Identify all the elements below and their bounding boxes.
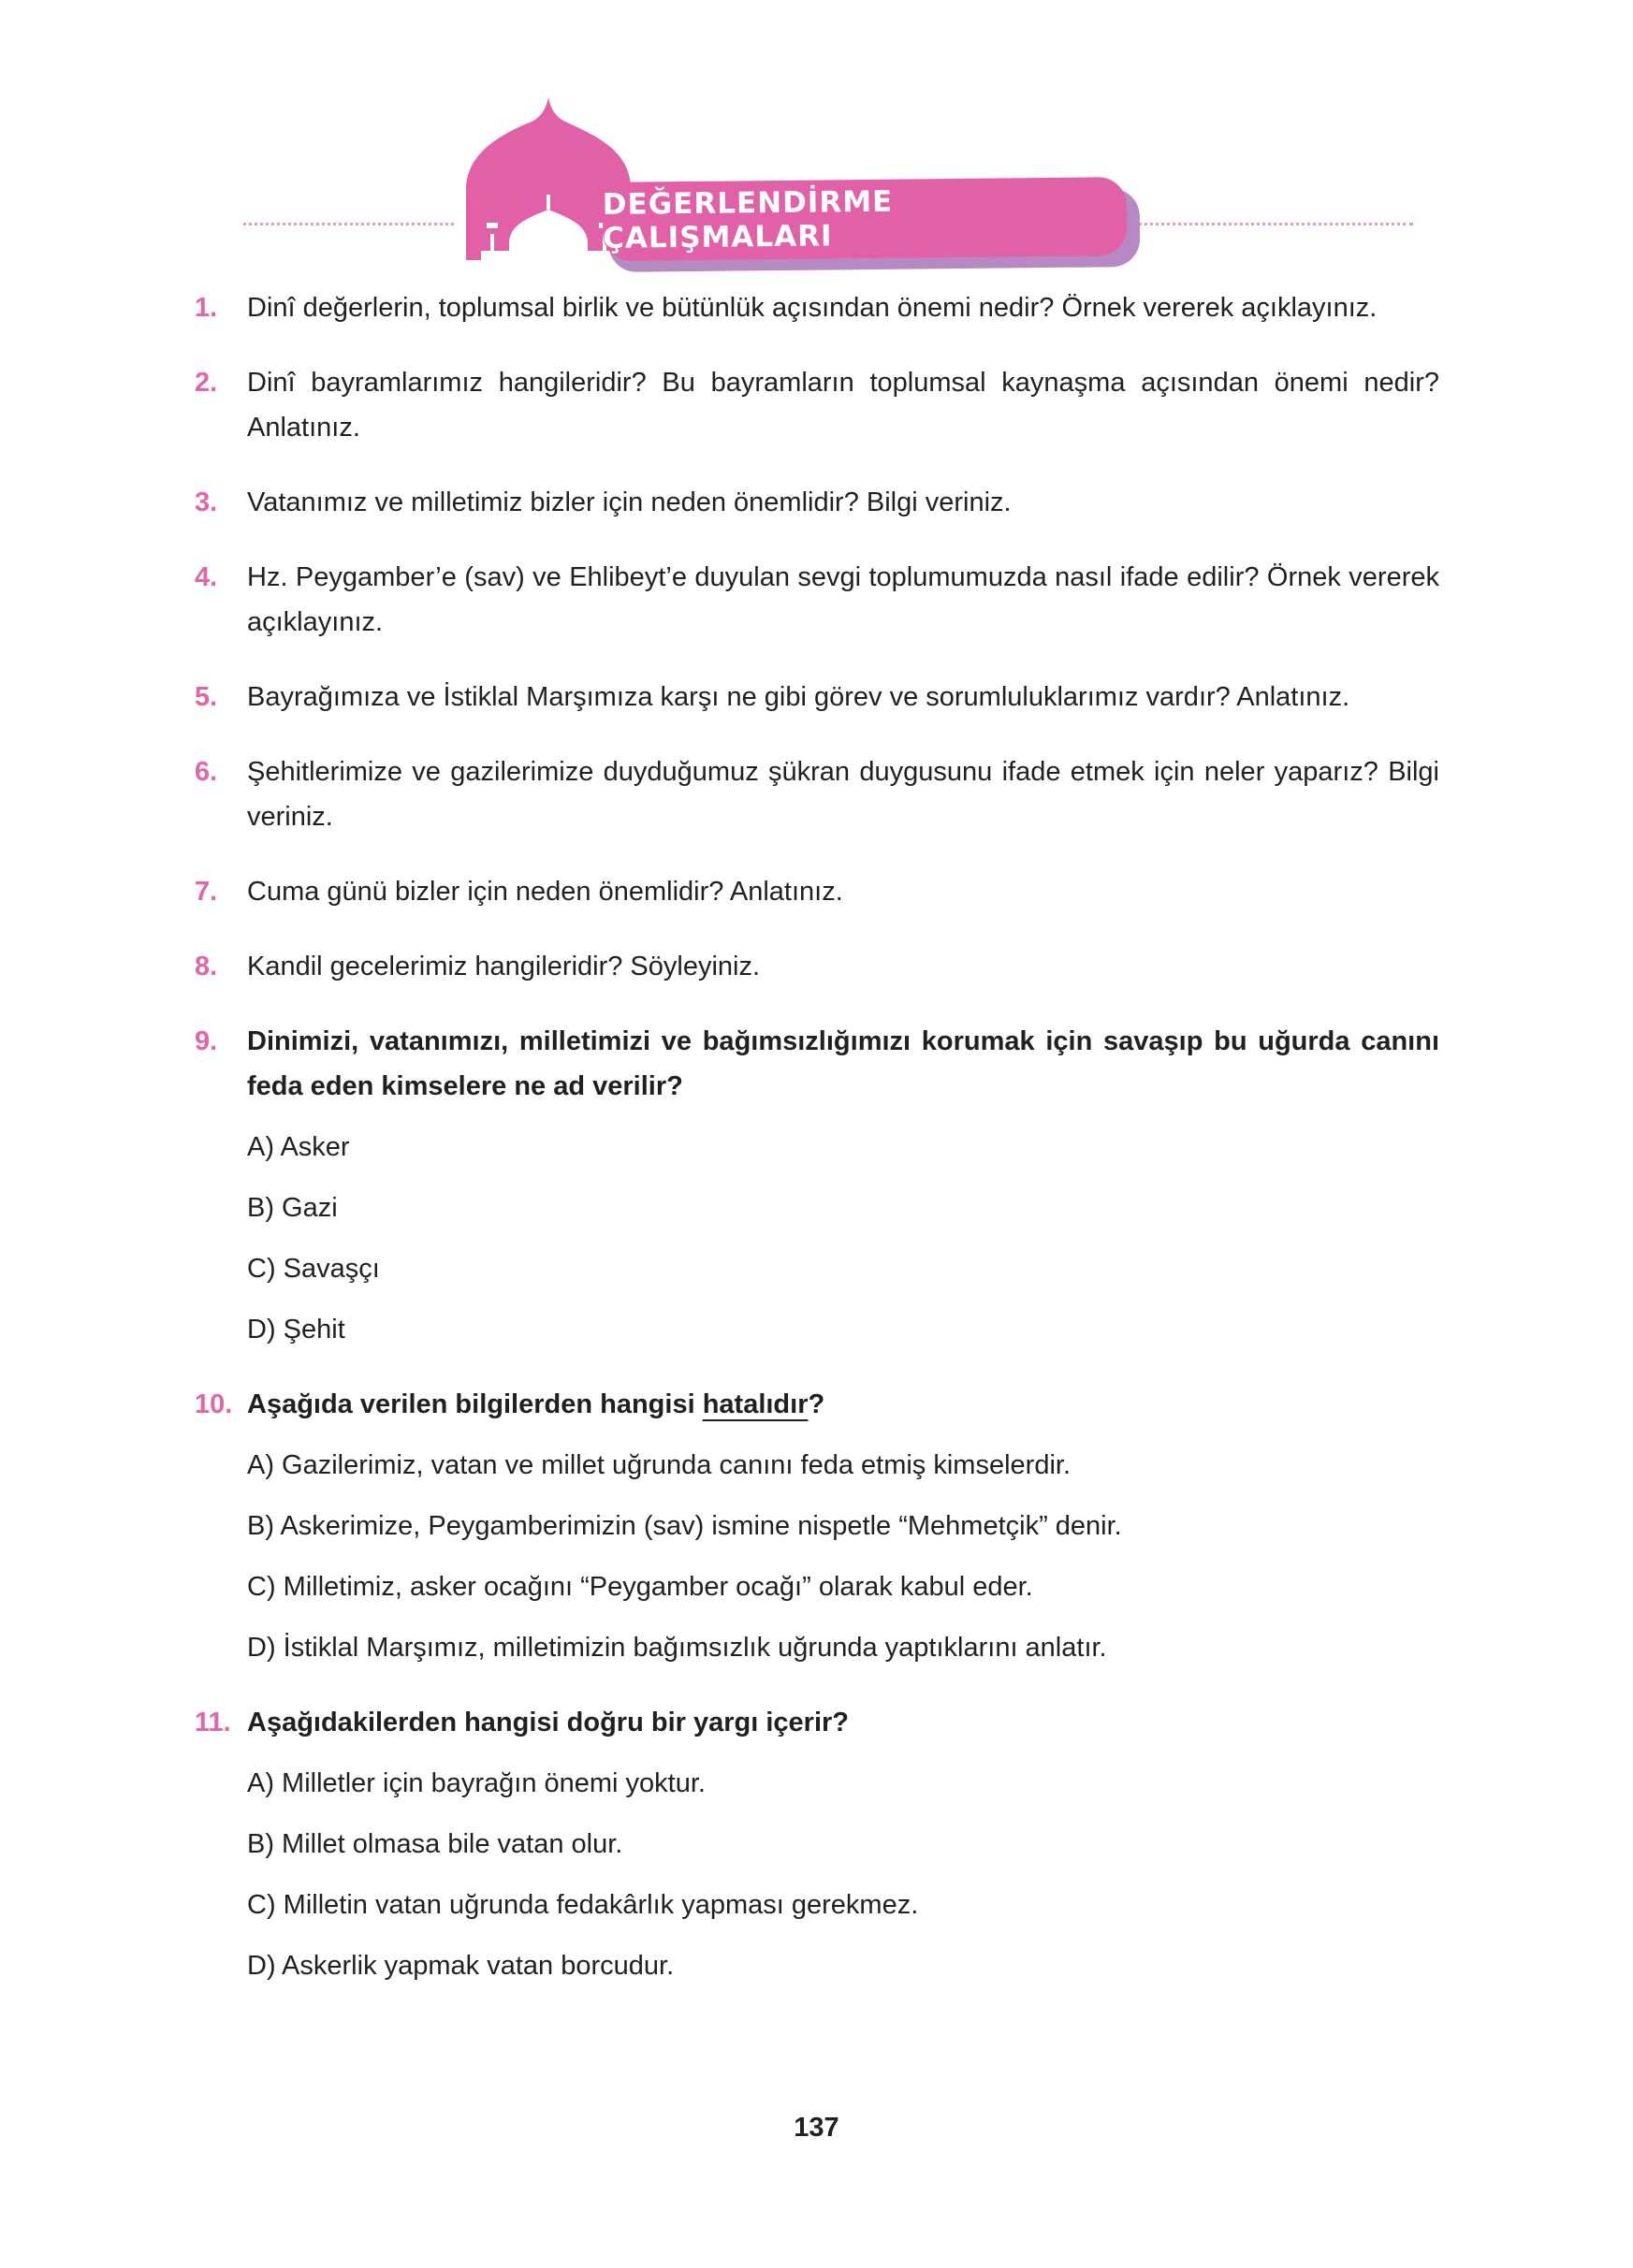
question-text: Cuma günü bizler için neden önemlidir? Anlatınız. xyxy=(247,877,843,907)
question-text xyxy=(247,1382,1439,1427)
question-text: Dinî değerlerin, toplumsal birlik ve bütünlük açısından önemi nedir? Örnek vererek açıklayınız. xyxy=(247,293,1378,323)
answer-option: B) Askerimize, Peygamberimizin (sav) ismine nispetle “Mehmetçik” denir. xyxy=(247,1511,1122,1541)
dotted-divider-right xyxy=(1132,223,1413,225)
question-number: 7. xyxy=(195,877,218,907)
answer-option: A) Gazilerimiz, vatan ve millet uğrunda canını feda etmiş kimselerdir. xyxy=(247,1450,1072,1480)
question-text-part: Aşağıda verilen bilgilerden hangisi xyxy=(247,1389,703,1419)
question-number: 1. xyxy=(195,293,218,323)
question-text: Kandil gecelerimiz hangileridir? Söyleyiniz. xyxy=(247,952,761,981)
answer-option: A) Milletler için bayrağın önemi yoktur. xyxy=(247,1768,706,1798)
answer-option: D) Askerlik yapmak vatan borcudur. xyxy=(247,1951,675,1981)
question-item xyxy=(195,1019,1439,1352)
question-number: 8. xyxy=(195,952,218,981)
question-text: Vatanımız ve milletimiz bizler için neden önemlidir? Bilgi veriniz. xyxy=(247,487,1012,517)
answer-options xyxy=(247,1761,1439,1988)
question-number: 4. xyxy=(195,562,218,592)
answer-option: B) Millet olmasa bile vatan olur. xyxy=(247,1829,623,1859)
section-header xyxy=(243,94,1460,281)
question-number: 5. xyxy=(195,682,218,712)
question-text: Hz. Peygamber’e (sav) ve Ehlibeyt’e duyulan sevgi toplumumuzda nasıl ifade edilir? Örnek vererek açıklayınız. xyxy=(247,562,1439,637)
question-text: Dinî bayramlarımız hangileridir? Bu bayramların toplumsal kaynaşma açısından önemi nedir? Anlatınız. xyxy=(247,368,1439,443)
question-number: 2. xyxy=(195,368,218,398)
question-text: Dinimizi, vatanımızı, milletimizi ve bağımsızlığımızı korumak için savaşıp bu uğurda canını feda eden kimselere ne ad verilir? xyxy=(247,1026,1439,1101)
question-text: Şehitlerimize ve gazilerimize duyduğumuz şükran duygusunu ifade etmek için neler yaparız? Bilgi veriniz. xyxy=(247,757,1439,832)
question-number: 10. xyxy=(195,1389,233,1419)
question-list xyxy=(195,285,1439,1988)
answer-options xyxy=(247,1125,1439,1352)
question-item xyxy=(195,1700,1439,1988)
dotted-divider-left xyxy=(243,223,454,225)
question-number: 9. xyxy=(195,1026,218,1056)
answer-option: B) Gazi xyxy=(247,1193,338,1223)
question-item xyxy=(195,749,1439,839)
question-text: Bayrağımıza ve İstiklal Marşımıza karşı ne gibi görev ve sorumluluklarımız vardır? Anlatınız. xyxy=(247,682,1350,712)
question-item xyxy=(195,675,1439,720)
question-item xyxy=(195,285,1439,330)
section-title: DEĞERLENDİRME ÇALIŞMALARI xyxy=(602,184,894,255)
page-number: 137 xyxy=(794,2113,839,2143)
answer-option: C) Milletin vatan uğrunda fedakârlık yapması gerekmez. xyxy=(247,1890,919,1920)
answer-option: D) Şehit xyxy=(247,1315,345,1345)
question-number: 3. xyxy=(195,487,218,517)
answer-option: C) Savaşçı xyxy=(247,1254,380,1284)
answer-option: C) Milletimiz, asker ocağını “Peygamber ocağı” olarak kabul eder. xyxy=(247,1572,1033,1602)
title-banner xyxy=(603,177,1128,261)
question-item xyxy=(195,1382,1439,1670)
question-item xyxy=(195,360,1439,450)
question-item xyxy=(195,944,1439,989)
answer-option: D) İstiklal Marşımız, milletimizin bağımsızlık uğrunda yaptıklarını anlatır. xyxy=(247,1633,1107,1663)
answer-option: A) Asker xyxy=(247,1132,350,1162)
question-number: 11. xyxy=(195,1708,231,1737)
question-item xyxy=(195,555,1439,645)
question-item xyxy=(195,480,1439,525)
answer-options xyxy=(247,1443,1439,1670)
question-item xyxy=(195,869,1439,914)
underlined-keyword: hatalıdır xyxy=(702,1389,809,1419)
question-number: 6. xyxy=(195,757,218,787)
question-text: Aşağıdakilerden hangisi doğru bir yargı içerir? xyxy=(247,1708,849,1737)
question-text-part: ? xyxy=(808,1389,825,1419)
